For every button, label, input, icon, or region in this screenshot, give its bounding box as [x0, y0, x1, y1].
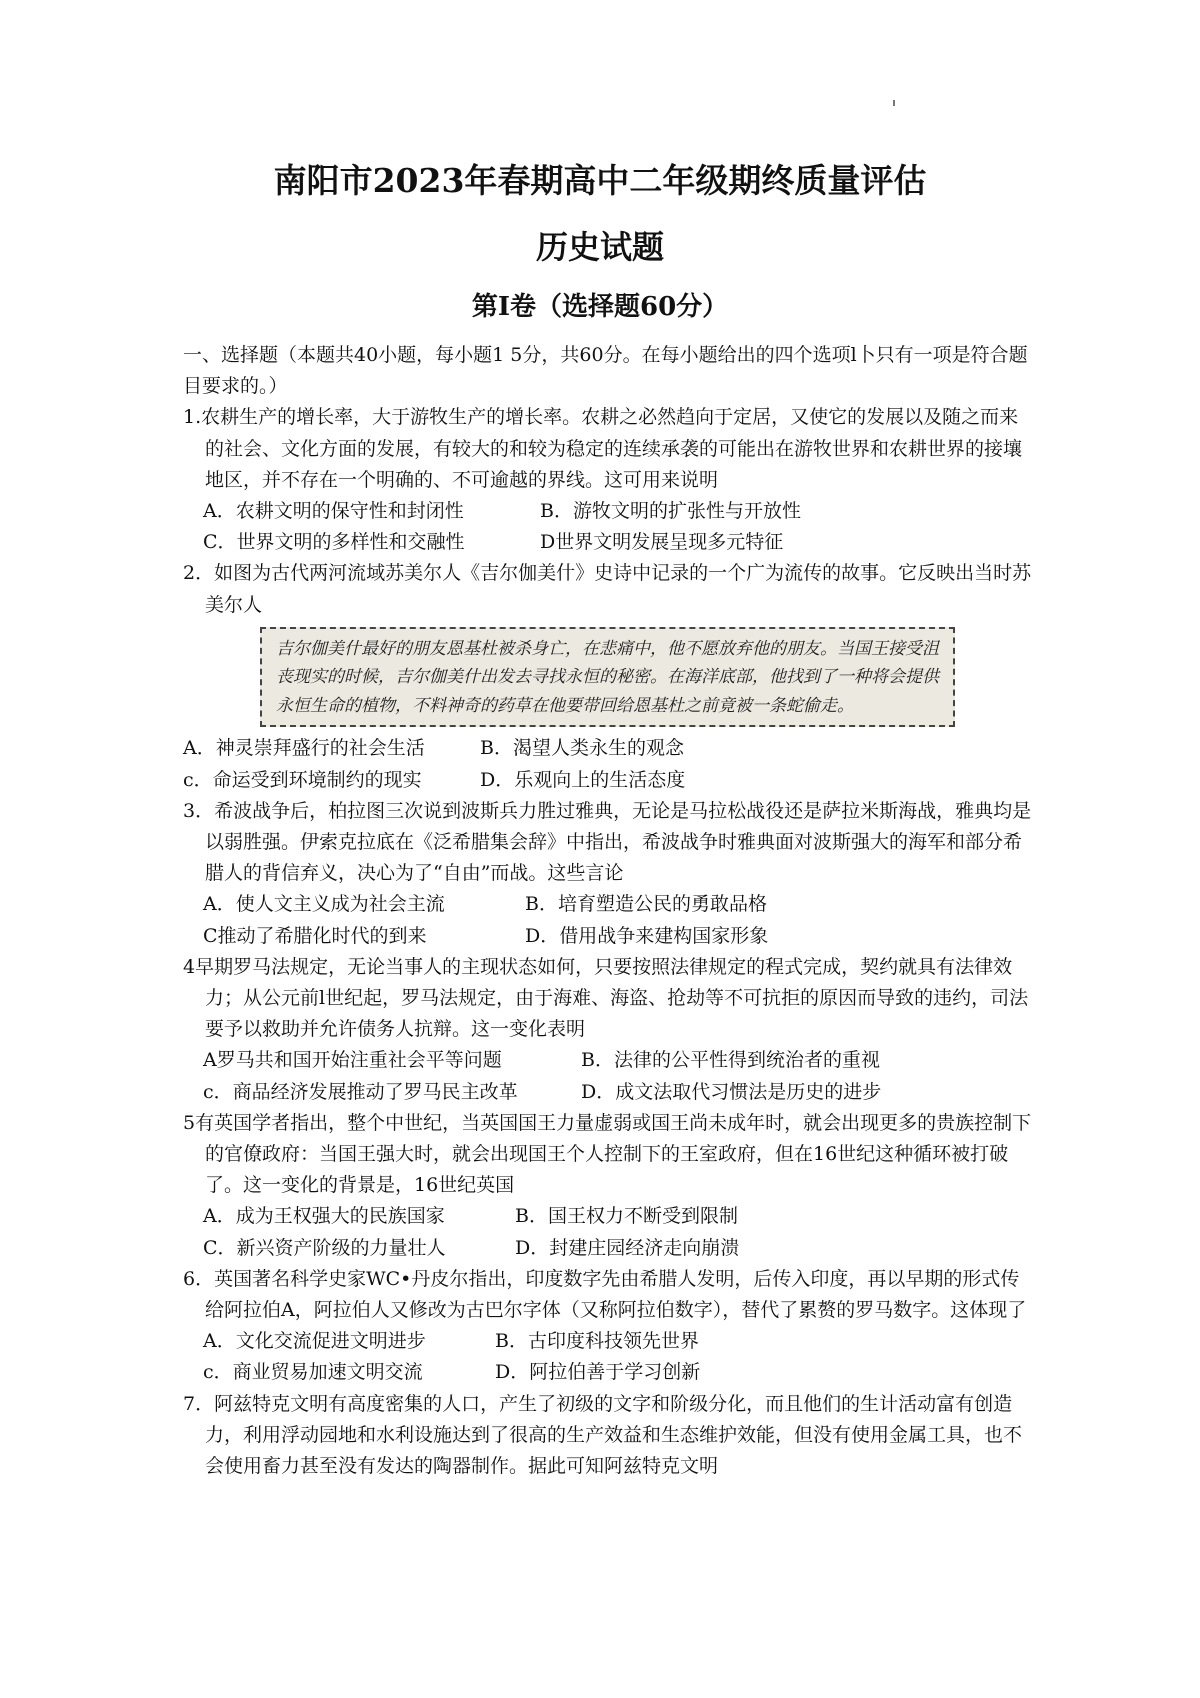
option-a: A．使人文主义成为社会主流 [203, 893, 445, 916]
option-c: C．世界文明的多样性和交融性 [203, 531, 465, 554]
question-2 [183, 558, 1033, 795]
option-row [183, 733, 1033, 764]
option-d: D．借用战争来建构国家形象 [525, 924, 769, 947]
option-row [183, 1357, 1033, 1388]
option-a: A．神灵崇拜盛行的社会生活 [183, 737, 425, 760]
option-row [183, 496, 1033, 527]
question-stem: 6．英国著名科学史家WC•丹皮尔指出，印度数字先由希腊人发明，后传入印度，再以早期的形式传给阿拉伯A，阿拉伯人又修改为古巴尔字体（又称阿拉伯数字），替代了累赘的罗马数字。这体现了 [183, 1267, 1027, 1321]
option-row [183, 1326, 1033, 1357]
option-a: A罗马共和国开始注重社会平等问题 [203, 1049, 502, 1072]
question-7 [183, 1389, 1033, 1483]
option-d: D世界文明发展呈现多元特征 [540, 531, 784, 554]
option-c: c．命运受到环境制约的现实 [183, 768, 422, 791]
question-5 [183, 1108, 1033, 1264]
option-c: c．商业贸易加速文明交流 [203, 1361, 423, 1384]
option-d: D．成文法取代习惯法是历史的进步 [581, 1080, 882, 1103]
option-row [183, 765, 1033, 796]
question-6 [183, 1264, 1033, 1389]
exam-subject: 历史试题 [535, 228, 664, 266]
option-c: C．新兴资产阶级的力量壮人 [203, 1236, 446, 1259]
option-d: D．乐观向上的生活态度 [480, 768, 686, 791]
option-row [183, 889, 1033, 920]
option-row [183, 921, 1033, 952]
question-stem: 5有英国学者指出，整个中世纪，当英国国王力量虚弱或国王尚未成年时，就会出现更多的贵族控制下的官僚政府：当国王强大时，就会出现国王个人控制下的王室政府，但在16世纪这种循环被打破了。这一变化的背景是，16世纪英国 [183, 1111, 1032, 1197]
option-d: D．阿拉伯善于学习创新 [495, 1361, 701, 1384]
section-heading: 第Ⅰ卷（选择题60分） [471, 292, 729, 322]
question-stem: 4早期罗马法规定，无论当事人的主现状态如何，只要按照法律规定的程式完成，契约就具有法律效力；从公元前l世纪起，罗马法规定，由于海难、海盗、抢劫等不可抗拒的原因而导致的违约，司法要予以救助并允许债务人抗辩。这一变化表明 [183, 955, 1029, 1041]
option-c: C推动了希腊化时代的到来 [203, 924, 427, 947]
question-stem: 3．希波战争后，柏拉图三次说到波斯兵力胜过雅典，无论是马拉松战役还是萨拉米斯海战，雅典均是以弱胜强。伊索克拉底在《泛希腊集会辞》中指出，希波战争时雅典面对波斯强大的海军和部分希腊人的背信弃义，决心为了“自由”而战。这些言论 [183, 799, 1032, 885]
option-row [183, 1045, 1033, 1076]
option-row [183, 527, 1033, 558]
section-instructions: 一、选择题（本题共40小题，每小题1 5分，共60分。在每小题给出的四个选项l卜只有一项是符合题目要求的。） [183, 344, 1028, 398]
option-a: A．农耕文明的保守性和封闭性 [203, 500, 464, 523]
story-box: 吉尔伽美什最好的朋友恩基杜被杀身亡，在悲痛中，他不愿放弃他的朋友。当国王接受沮丧现实的时候，吉尔伽美什出发去寻找永恒的秘密。在海洋底部，他找到了一种将会提供永恒生命的植物，不料神奇的药草在他要带回给恩基杜之前竟被一条蛇偷走。 [260, 627, 955, 728]
option-b: B．国王权力不断受到限制 [515, 1205, 738, 1228]
question-stem: 2．如图为古代两河流域苏美尔人《吉尔伽美什》史诗中记录的一个广为流传的故事。它反映出当时苏美尔人 [183, 562, 1032, 616]
question-1 [183, 402, 1033, 558]
option-b: B．法律的公平性得到统治者的重视 [581, 1049, 880, 1072]
option-d: D．封建庄园经济走向崩溃 [515, 1236, 740, 1259]
option-b: B．渴望人类永生的观念 [480, 737, 684, 760]
option-b: B．古印度科技领先世界 [495, 1330, 699, 1353]
option-b: B．游牧文明的扩张性与开放性 [540, 500, 801, 523]
question-stem: 7．阿兹特克文明有高度密集的人口，产生了初级的文字和阶级分化，而且他们的生计活动富有创造力，利用浮动园地和水利设施达到了很高的生产效益和生态维护效能，但没有使用金属工具，也不会使用畜力甚至没有发达的陶器制作。据此可知阿兹特克文明 [183, 1392, 1023, 1477]
option-c: c．商品经济发展推动了罗马民主改革 [203, 1080, 518, 1103]
question-stem: 1.农耕生产的增长率，大于游牧生产的增长率。农耕之必然趋向于定居，又使它的发展以及随之而来的社会、文化方面的发展，有较大的和较为稳定的连续承袭的可能出在游牧世界和农耕世界的接壤地区，并不存在一个明确的、不可逾越的界线。这可用来说明 [183, 406, 1023, 491]
question-3 [183, 796, 1033, 952]
option-b: B．培育塑造公民的勇敢品格 [525, 893, 767, 916]
exam-title: 南阳市2023年春期高中二年级期终质量评估 [273, 161, 927, 200]
option-a: A．成为王权强大的民族国家 [203, 1205, 445, 1228]
question-4 [183, 952, 1033, 1108]
option-row [183, 1233, 1033, 1264]
question-list [183, 340, 1033, 1482]
scan-mark [893, 100, 895, 106]
option-a: A．文化交流促进文明进步 [203, 1330, 426, 1353]
option-row [183, 1201, 1033, 1232]
option-row [183, 1077, 1033, 1108]
